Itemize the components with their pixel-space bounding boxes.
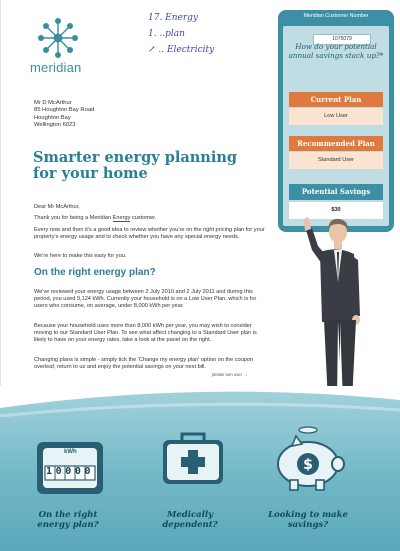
logo-wordmark: meridian	[30, 60, 82, 75]
section-heading: On the right energy plan?	[34, 267, 156, 278]
recommended-plan-label: Recommended Plan	[289, 136, 383, 151]
meridian-logo	[30, 16, 90, 78]
handwritten-note-1: 17. Energy	[148, 13, 199, 23]
address-name: Mr D McArthur	[34, 100, 72, 106]
address-line-2: Houghton Bay	[34, 114, 71, 121]
medical-kit-icon	[160, 430, 226, 490]
savings-panel	[278, 10, 394, 232]
title-line-2: for your home	[33, 165, 148, 182]
paragraph-review: Every now and then it's a good idea to review whether you're on the right pricing plan for your property's energy usage and to check whether you have any special energy needs.	[34, 227, 265, 241]
panel-title: How do your potential annual savings stack up?*	[288, 42, 384, 60]
meter-unit: kWh	[64, 449, 77, 455]
customer-number: 1075079	[313, 34, 371, 45]
bottom-feature-band	[0, 386, 400, 551]
meridian-logo-icon	[36, 16, 80, 60]
salutation: Dear Mr McArthur,	[34, 204, 80, 210]
customer-number-label: Meridian Customer Number	[303, 13, 369, 19]
paragraph-recommendation: Because your household uses more than 8,000 kWh per year, you may wish to consider moving to our Standard User Plan. To see what affect changing to a Standard User plan is likely to have on your energy rates, take a look at the panel on the right.	[34, 323, 257, 344]
potential-savings-value: $30	[289, 202, 383, 219]
paragraph-thanks	[34, 215, 266, 222]
potential-savings-label: Potential Savings	[289, 184, 383, 200]
address-line-3: Wellington 6023	[34, 122, 76, 129]
thanks-post: customer.	[130, 215, 157, 221]
current-plan-label: Current Plan	[289, 92, 383, 107]
current-plan-value: Low User	[289, 108, 383, 125]
paragraph-easy: We're here to make this easy for you.	[34, 253, 127, 259]
cta-right-plan: On the right energy plan?	[37, 510, 99, 530]
address-line-1: 85 Houghton Bay Road	[34, 107, 95, 114]
thanks-pre: Thank you for being a Meridian	[34, 215, 113, 221]
cta-make-savings: Looking to make savings?	[268, 510, 348, 530]
thanks-energy: Energy	[112, 215, 131, 221]
svg-text:$: $	[303, 457, 313, 473]
handwritten-note-2: 1. ..plan	[148, 29, 185, 39]
meter-reading: 10000	[46, 466, 95, 477]
cta-medically-dependent: Medically dependent?	[162, 510, 218, 530]
recipient-address	[34, 100, 94, 130]
piggy-bank-icon	[268, 424, 348, 496]
savings-panel-body	[283, 26, 389, 226]
paragraph-change: Changing plans is simple - simply tick the 'Change my energy plan' option on the coupon overleaf, return to us and enjoy the potential savings on your next bill.	[34, 357, 254, 371]
paragraph-usage: We've reviewed your energy usage between 2 July 2010 and 2 July 2011 and during this period, you used 9,124 kWh. Currently your household is on a Low User Plan, which is for users who consume, on average, under 8,000 kWh per year.	[34, 289, 257, 310]
recommended-plan-value: Standard User	[289, 152, 383, 169]
title-line-1: Smarter energy planning	[33, 149, 238, 166]
please-turn-over: please turn over →	[212, 372, 248, 377]
handwritten-note-3: ↗ .. Electricity	[148, 45, 215, 55]
page-title	[33, 150, 263, 182]
